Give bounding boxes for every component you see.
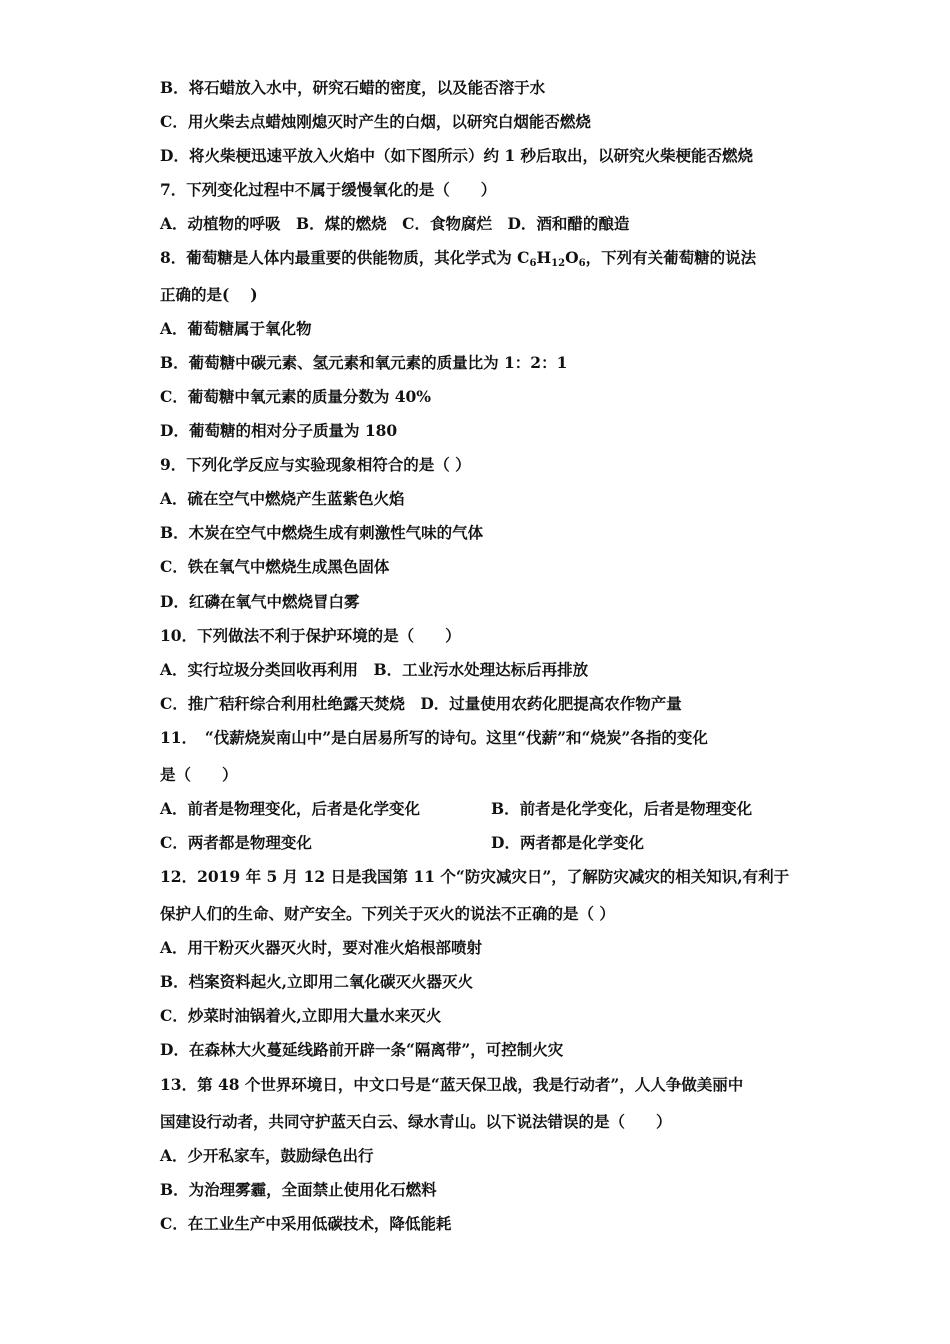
question-8-option-a: A．葡萄糖属于氧化物 bbox=[160, 319, 312, 338]
question-8-stem-cont: 正确的是( ) bbox=[160, 285, 258, 304]
question-10: 10．下列做法不利于保护环境的是（ ） bbox=[160, 626, 461, 645]
subscript-c: 6 bbox=[529, 258, 537, 269]
question-11-option-a: A．前者是物理变化，后者是化学变化 bbox=[160, 799, 421, 818]
question-10-options-ab: A．实行垃圾分类回收再利用 B．工业污水处理达标后再排放 bbox=[160, 660, 589, 679]
question-11-option-c: C．两者都是物理变化 bbox=[160, 833, 312, 852]
subscript-h: 12 bbox=[551, 258, 566, 269]
question-10-options-cd: C．推广秸秆综合利用杜绝露天焚烧 D．过量使用农药化肥提高农作物产量 bbox=[160, 694, 682, 713]
option-d-line: D．将火柴梗迅速平放入火焰中（如下图所示）约 1 秒后取出，以研究火柴梗能否燃烧 bbox=[160, 146, 754, 165]
question-8-text-pre: 8．葡萄糖是人体内最重要的供能物质，其化学式为 C bbox=[160, 248, 530, 267]
question-12-option-d: D．在森林大火蔓延线路前开辟一条“隔离带”，可控制火灾 bbox=[160, 1040, 564, 1059]
question-13-option-a: A．少开私家车，鼓励绿色出行 bbox=[160, 1146, 374, 1165]
question-13-option-c: C．在工业生产中采用低碳技术，降低能耗 bbox=[160, 1214, 452, 1233]
question-12: 12．2019 年 5 月 12 日是我国第 11 个“防灾减灾日”，了解防灾减灾的相关知识,有利于 bbox=[160, 867, 790, 886]
option-c-line: C．用火柴去点蜡烛刚熄灭时产生的白烟，以研究白烟能否燃烧 bbox=[160, 112, 591, 131]
question-13-cont: 国建设行动者，共同守护蓝天白云、绿水青山。以下说法错误的是（ ） bbox=[160, 1112, 672, 1131]
option-b-line: B．将石蜡放入水中，研究石蜡的密度，以及能否溶于水 bbox=[160, 78, 546, 97]
question-11-option-d: D．两者都是化学变化 bbox=[491, 833, 644, 852]
question-8-option-b: B．葡萄糖中碳元素、氢元素和氧元素的质量比为 1：2：1 bbox=[160, 353, 568, 372]
question-8-option-c: C．葡萄糖中氧元素的质量分数为 40% bbox=[160, 387, 432, 406]
question-13-option-b: B．为治理雾霾，全面禁止使用化石燃料 bbox=[160, 1180, 437, 1199]
formula-o: O bbox=[565, 248, 579, 267]
question-9-option-d: D．红磷在氧气中燃烧冒白雾 bbox=[160, 592, 360, 611]
question-9-option-a: A．硫在空气中燃烧产生蓝紫色火焰 bbox=[160, 489, 405, 508]
subscript-o: 6 bbox=[578, 258, 586, 269]
question-8-stem bbox=[160, 248, 756, 268]
question-9-option-c: C．铁在氧气中燃烧生成黑色固体 bbox=[160, 557, 390, 576]
question-12-option-a: A．用干粉灭火器灭火时，要对准火焰根部喷射 bbox=[160, 938, 483, 957]
question-12-option-c: C．炒菜时油锅着火,立即用大量水来灭火 bbox=[160, 1006, 442, 1025]
question-7-options: A．动植物的呼吸 B．煤的燃烧 C．食物腐烂 D．酒和醋的酿造 bbox=[160, 214, 630, 233]
question-8-option-d: D．葡萄糖的相对分子质量为 180 bbox=[160, 421, 398, 440]
question-7: 7．下列变化过程中不属于缓慢氧化的是（ ） bbox=[160, 180, 497, 199]
question-13: 13．第 48 个世界环境日，中文口号是“蓝天保卫战，我是行动者”，人人争做美丽中 bbox=[160, 1075, 744, 1094]
question-11: 11． “伐薪烧炭南山中”是白居易所写的诗句。这里“伐薪”和“烧炭”各指的变化 bbox=[160, 728, 708, 747]
question-8-text-post: ，下列有关葡萄糖的说法 bbox=[585, 248, 757, 267]
question-9-option-b: B．木炭在空气中燃烧生成有刺激性气味的气体 bbox=[160, 523, 484, 542]
question-12-option-b: B．档案资料起火,立即用二氧化碳灭火器灭火 bbox=[160, 972, 473, 991]
question-11-option-b: B．前者是化学变化，后者是物理变化 bbox=[491, 799, 753, 818]
question-12-cont: 保护人们的生命、财产安全。下列关于灭火的说法不正确的是（ ） bbox=[160, 904, 615, 923]
question-9: 9．下列化学反应与实验现象相符合的是（ ） bbox=[160, 455, 471, 474]
question-11-cont: 是（ ） bbox=[160, 765, 238, 784]
formula-h: H bbox=[536, 248, 552, 267]
